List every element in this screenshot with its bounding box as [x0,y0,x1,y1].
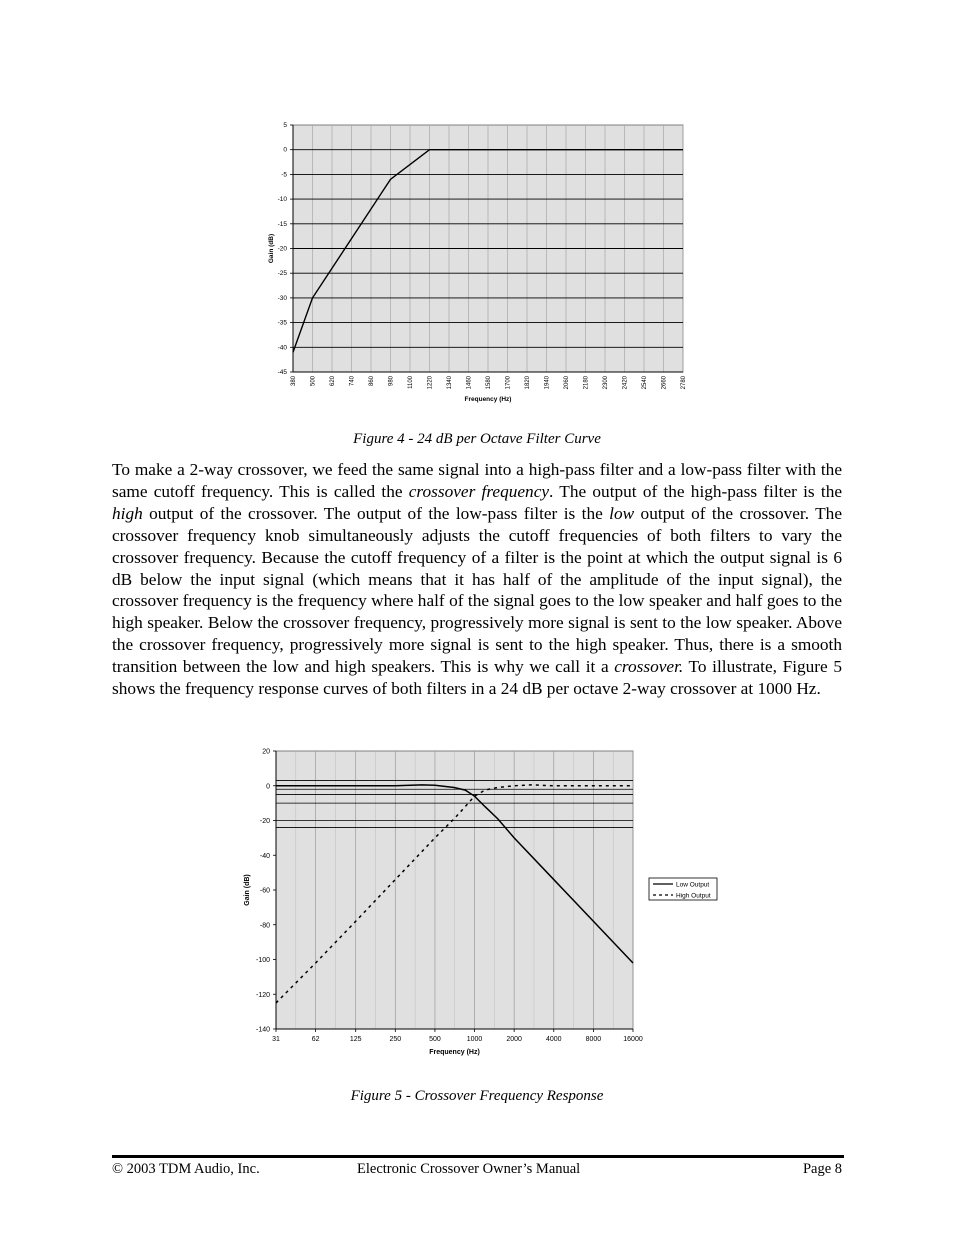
x-tick-label: 2000 [506,1036,522,1043]
chart-legend [649,878,717,900]
x-tick-label: 1700 [505,376,512,390]
x-tick-label: 2180 [583,376,590,390]
x-tick-label: 4000 [545,1036,562,1043]
x-axis-label: Frequency (Hz) [429,1049,480,1056]
x-tick-label: 8000 [585,1036,602,1043]
x-tick-label: 2540 [642,376,648,390]
x-tick-label: 62 [311,1036,320,1043]
paragraph-emphasis-low: low [609,503,635,523]
x-tick-label: 1460 [466,376,473,390]
x-tick-label: 1580 [486,376,492,390]
y-tick-label: -10 [277,196,287,204]
paragraph-part-3: output of the crossover. The output of the low-pass filter is the [142,503,610,523]
x-tick-label: 980 [388,376,395,387]
figure-5-chart [235,740,725,1060]
y-tick-label: 0 [283,146,287,154]
paragraph-part-1: To make a 2-way crossover, we feed the same signal into a high-pass filter and a low-pass filter with the same cutoff frequency. This is called the [112,460,842,501]
footer-manual-title: Electronic Crossover Owner’s Manual [357,1161,581,1177]
y-tick-label: -45 [277,369,287,376]
x-tick-label: 380 [291,376,297,387]
legend-label: High Output [676,892,711,900]
y-tick-label: 20 [262,748,270,756]
x-tick-label: 31 [272,1036,280,1043]
x-tick-label: 860 [369,376,375,387]
x-tick-label: 2300 [603,376,609,390]
footer-divider [112,1155,844,1158]
y-tick-label: -40 [277,344,287,352]
y-tick-label: -140 [255,1026,270,1034]
paragraph-emphasis-crossover: crossover. [614,657,684,677]
x-tick-label: 1220 [427,376,434,390]
x-tick-label: 125 [349,1036,362,1043]
x-tick-label: 2660 [661,376,668,390]
paragraph-part-5: To illustrate, Figure 5 shows the frequency response curves of both filters in a 24 dB per octave 2-way crossover at 1000 Hz. [112,657,842,699]
x-tick-label: 1100 [408,376,414,389]
x-tick-label: 1000 [466,1036,483,1043]
y-axis-label: Gain (dB) [244,874,251,906]
y-tick-label: -25 [277,270,287,278]
y-tick-label: -20 [277,245,287,253]
x-tick-label: 1940 [544,376,551,390]
x-tick-label: 620 [330,376,336,387]
paragraph-part-4: output of the crossover. The crossover frequency knob simultaneously adjusts the cutoff frequencies of both filters to vary the crossover frequency. Because the cutoff frequency of a filter is the point at which the output signal is 6 dB below the input signal (which means that it has half of the amplitude of the input signal), the crossover frequency is the frequency where half of the signal goes to the low speaker and half goes to the high speaker. Below the crossover frequency, progressively more signal is sent to the low speaker. Above the crossover frequency, progressively more signal is sent to the high speaker. Thus, there is a smooth transition between the low and high speakers. This is why we call it a [112,503,842,677]
x-tick-label: 2060 [564,376,570,390]
paragraph-emphasis-crossover-frequency: crossover frequency [408,481,550,501]
figure-4-chart [230,110,710,410]
x-tick-label: 1820 [525,376,531,390]
figure-4-caption: Figure 4 - 24 dB per Octave Filter Curve [353,431,601,447]
y-tick-label: -5 [281,171,287,179]
x-tick-label: 250 [389,1036,402,1043]
x-tick-label: 500 [429,1036,441,1043]
y-tick-label: 5 [283,122,287,129]
y-tick-label: -30 [277,294,287,302]
x-tick-label: 2420 [622,376,629,390]
footer-page-number: Page 8 [802,1161,842,1177]
paragraph-part-2: . The output of the high-pass filter is the [549,481,843,501]
y-tick-label: -80 [259,922,270,930]
x-tick-label: 1340 [447,376,453,390]
y-tick-label: -15 [277,220,287,228]
x-tick-label: 2780 [681,376,687,390]
y-axis-label: Gain (dB) [268,233,275,264]
x-axis-label: Frequency (Hz) [464,396,512,403]
y-tick-label: -100 [255,957,270,964]
y-tick-label: -60 [259,887,270,895]
y-tick-label: -40 [259,852,270,860]
legend-label: Low Output [676,881,710,889]
y-tick-label: 0 [266,783,270,791]
footer-copyright: © 2003 TDM Audio, Inc. [112,1161,260,1177]
y-tick-label: -120 [255,991,270,999]
y-tick-label: -35 [277,319,287,327]
x-tick-label: 740 [349,376,356,387]
x-tick-label: 500 [310,376,317,387]
body-paragraph [112,459,842,700]
figure-5-caption: Figure 5 - Crossover Frequency Response [350,1088,604,1104]
paragraph-emphasis-high: high [112,503,143,523]
y-tick-label: -20 [259,818,270,825]
x-tick-label: 16000 [623,1036,643,1043]
